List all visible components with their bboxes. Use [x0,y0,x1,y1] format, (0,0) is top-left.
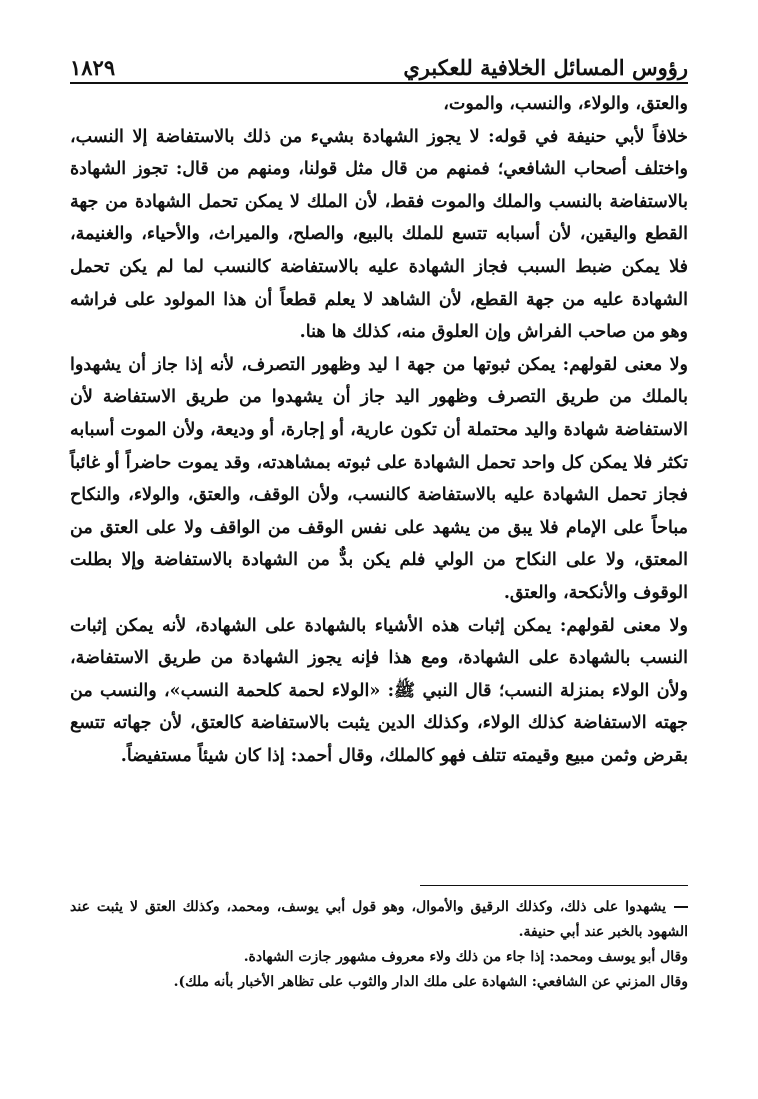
footnote-text-1: يشهدوا على ذلك، وكذلك الرقيق والأموال، وهو قول أبي يوسف، ومحمد، وكذلك العتق لا يثبت عند الشهود بالخبر عند أبي حنيفة. [70,899,688,940]
footnote-line-3: وقال المزني عن الشافعي: الشهادة على ملك الدار والثوب على تظاهر الأخبار بأنه ملك). [173,974,688,990]
paragraph-3: ولا معنى لقولهم: يمكن ثبوتها من جهة ا ليد وظهور التصرف، لأنه إذا جاز أن يشهدوا بالملك من طريق التصرف وظهور اليد جاز أن يشهدوا من طريق الاستفاضة لأن الاستفاضة شهادة واليد محتملة أن تكون عارية، أو إجارة، أو وديعة، ولأن الموت أسبابه تكثر فلا يمكن كل واحد تحمل الشهادة على ثبوته بمشاهدته، وقد يموت حاضراً أو غائباً فجاز تحمل الشهادة عليه بالاستفاضة كالنسب، ولأن الوقف، والعتق، والولاء، والنكاح مباحاً على الإمام فلا يبق من يشهد على نفس الوقف من الواقف ولا على العتق من المعتق، ولا على النكاح من الولي فلم يكن بدٌّ من الشهادة بالاستفاضة وإلا بطلت الوقوف والأنكحة، والعتق. [70,354,688,603]
running-title: رؤوس المسائل الخلافية للعكبري [403,55,688,80]
footnote-line-1 [70,895,688,945]
main-text [70,88,688,772]
paragraph-2: خلافاً لأبي حنيفة في قوله: لا يجوز الشهادة بشيء من ذلك بالاستفاضة إلا النسب، واختلف أصحاب الشافعي؛ فمنهم من قال مثل قولنا، ومنهم من قال: تجوز الشهادة بالاستفاضة بالنسب والملك والموت فقط، لأن الملك لا يمكن تحمل الشهادة من جهة القطع واليقين، لأن أسبابه تتسع للملك بالبيع، والصلح، والميراث، والأحياء، والغنيمة، فلا يمكن ضبط السبب فجاز الشهادة عليه بالاستفاضة كالنسب لما لم يكن تحمل الشهادة عليه من جهة القطع، لأن الشاهد لا يعلم قطعاً أن هذا المولود على فراشه وهو من صاحب الفراش وإن العلوق منه، كذلك ها هنا. [70,126,688,343]
footnotes [70,895,688,995]
paragraph-4: ولا معنى لقولهم: يمكن إثبات هذه الأشياء بالشهادة على الشهادة، لأنه يمكن إثبات النسب بالشهادة على الشهادة، ومع هذا فإنه يجوز الشهادة من طريق الاستفاضة، ولأن الولاء بمنزلة النسب؛ قال النبي ﷺ: «الولاء لحمة كلحمة النسب»، والنسب من جهته الاستفاضة كذلك الولاء، وكذلك الدين يثبت بالاستفاضة كالعتق، لأن جهاته تتسع بقرض وثمن مبيع وقيمته تتلف فهو كالملك، وقال أحمد: إذا كان شيئاً مستفيضاً. [70,615,688,766]
header-rule [70,82,688,84]
page-number: ١٨٢٩ [70,55,116,80]
paragraph-1: والعتق، والولاء، والنسب، والموت، [443,94,688,114]
footnote-line-2: وقال أبو يوسف ومحمد: إذا جاء من ذلك ولاء معروف مشهور جازت الشهادة. [243,949,688,965]
continuation-dash [674,906,688,908]
page-header [70,40,688,80]
footnote-divider [420,885,688,886]
